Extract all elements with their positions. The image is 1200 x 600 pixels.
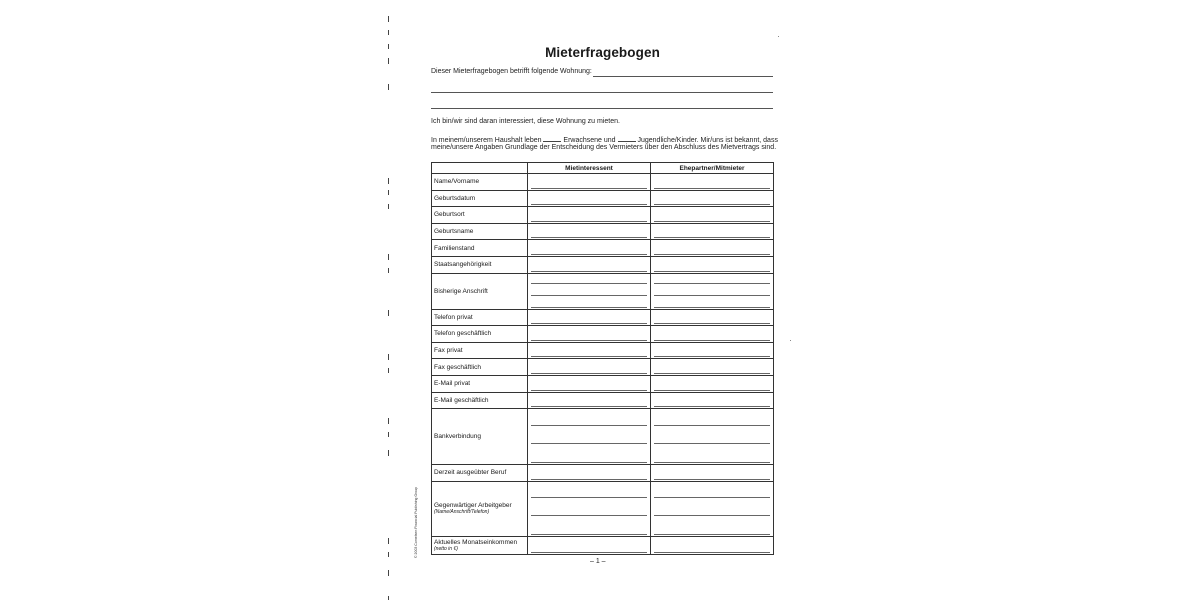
cut-mark <box>388 570 389 576</box>
table-row <box>432 223 774 240</box>
table-row <box>432 342 774 359</box>
scan-speck <box>790 340 791 341</box>
partner-entry-cell[interactable] <box>651 190 774 207</box>
tenant-entry-line[interactable] <box>531 340 647 341</box>
partner-entry-cell[interactable] <box>651 409 774 465</box>
partner-entry-line[interactable] <box>654 373 770 374</box>
tenant-entry-line[interactable] <box>531 356 647 357</box>
row-label <box>432 273 528 309</box>
partner-entry-line[interactable] <box>654 283 770 284</box>
household-line-2: meine/unsere Angaben Grundlage der Entscheidung des Vermieters über den Abschluss des Mietvertrags sind. <box>431 144 777 151</box>
table-row <box>432 273 774 309</box>
row-label-text: Familienstand <box>434 244 475 252</box>
partner-entry-line[interactable] <box>654 221 770 222</box>
tenant-entry-line[interactable] <box>531 307 647 308</box>
table-row <box>432 190 774 207</box>
tenant-entry-line[interactable] <box>531 443 647 444</box>
cut-mark <box>388 450 389 456</box>
table-row <box>432 392 774 409</box>
cut-mark <box>388 538 389 544</box>
tenant-entry-line[interactable] <box>531 271 647 272</box>
tenant-entry-cell[interactable] <box>528 174 651 191</box>
tenant-entry-cell[interactable] <box>528 465 651 482</box>
interest-statement: Ich bin/wir sind daran interessiert, diese Wohnung zu mieten. <box>431 118 620 125</box>
scan-speck <box>778 36 779 37</box>
row-label <box>432 359 528 376</box>
table-header-row <box>432 163 774 174</box>
partner-entry-line[interactable] <box>654 390 770 391</box>
row-label-text: Gegenwärtiger Arbeitgeber <box>434 502 512 510</box>
tenant-entry-cell[interactable] <box>528 256 651 273</box>
tenant-entry-line[interactable] <box>531 254 647 255</box>
page-title: Mieterfragebogen <box>545 45 660 60</box>
adults-count-field[interactable] <box>543 135 561 142</box>
tenant-entry-cell[interactable] <box>528 207 651 224</box>
row-label-hint: (Name/Anschrift/Telefon) <box>434 509 490 516</box>
cut-mark <box>388 58 389 64</box>
partner-entry-line[interactable] <box>654 340 770 341</box>
tenant-entry-line[interactable] <box>531 188 647 189</box>
copyright-text: © 2003 Cornelsen Financial Publishing Group <box>414 486 418 558</box>
cut-mark <box>388 354 389 360</box>
table-row <box>432 409 774 465</box>
row-label-hint: (netto in €) <box>434 545 458 552</box>
tenant-entry-line[interactable] <box>531 497 647 498</box>
cut-mark <box>388 268 389 273</box>
apartment-line-3[interactable] <box>431 108 773 109</box>
row-label-text: Geburtsort <box>434 211 465 219</box>
row-label-text: Fax geschäftlich <box>434 363 481 371</box>
tenant-entry-cell[interactable] <box>528 392 651 409</box>
children-count-field[interactable] <box>618 135 636 142</box>
row-label <box>432 190 528 207</box>
partner-entry-line[interactable] <box>654 237 770 238</box>
partner-entry-line[interactable] <box>654 479 770 480</box>
cut-mark <box>388 310 389 316</box>
partner-entry-cell[interactable] <box>651 273 774 309</box>
partner-entry-cell[interactable] <box>651 536 774 554</box>
household-text-part3: Jugendliche/Kinder. Mir/uns ist bekannt, dass <box>637 137 778 144</box>
page-number: – 1 – <box>590 558 606 565</box>
partner-entry-line[interactable] <box>654 497 770 498</box>
row-label-text: Telefon privat <box>434 313 473 321</box>
copyright-notice <box>414 478 422 558</box>
row-label <box>432 207 528 224</box>
cut-mark <box>388 30 389 35</box>
apartment-line-1[interactable] <box>593 76 773 77</box>
tenant-entry-cell[interactable] <box>528 273 651 309</box>
row-label <box>432 392 528 409</box>
partner-entry-line[interactable] <box>654 462 770 463</box>
table-row <box>432 375 774 392</box>
row-label-text: E-Mail privat <box>434 380 471 388</box>
partner-entry-line[interactable] <box>654 443 770 444</box>
partner-entry-cell[interactable] <box>651 375 774 392</box>
partner-entry-cell[interactable] <box>651 465 774 482</box>
row-label <box>432 465 528 482</box>
row-label-text: Fax privat <box>434 347 463 355</box>
household-text-part1: In meinem/unserem Haushalt leben <box>431 137 542 144</box>
row-label-text: Bankverbindung <box>434 433 481 441</box>
tenant-entry-line[interactable] <box>531 323 647 324</box>
partner-entry-line[interactable] <box>654 271 770 272</box>
table-row <box>432 240 774 257</box>
row-label <box>432 409 528 465</box>
row-label <box>432 174 528 191</box>
partner-entry-line[interactable] <box>654 323 770 324</box>
row-label-text: Staatsangehörigkeit <box>434 261 492 269</box>
tenant-entry-line[interactable] <box>531 515 647 516</box>
tenant-entry-line[interactable] <box>531 425 647 426</box>
partner-entry-cell[interactable] <box>651 359 774 376</box>
table-row <box>432 256 774 273</box>
cut-mark <box>388 44 389 49</box>
tenant-entry-cell[interactable] <box>528 536 651 554</box>
partner-entry-cell[interactable] <box>651 223 774 240</box>
household-line-1 <box>431 135 778 144</box>
row-label <box>432 256 528 273</box>
table-row <box>432 326 774 343</box>
tenant-entry-line[interactable] <box>531 295 647 296</box>
row-label-text: Name/Vorname <box>434 178 480 186</box>
cut-mark <box>388 596 389 600</box>
partner-entry-cell[interactable] <box>651 174 774 191</box>
row-label-text: E-Mail geschäftlich <box>434 396 489 404</box>
tenant-form-table <box>431 162 774 555</box>
row-label-text: Bisherige Anschrift <box>434 287 488 295</box>
table-row <box>432 207 774 224</box>
cut-mark <box>388 552 389 557</box>
tenant-entry-cell[interactable] <box>528 342 651 359</box>
cut-mark <box>388 84 389 90</box>
tenant-entry-line[interactable] <box>531 534 647 535</box>
tenant-entry-cell[interactable] <box>528 481 651 536</box>
tenant-entry-line[interactable] <box>531 552 647 553</box>
apartment-line-2[interactable] <box>431 92 773 93</box>
tenant-entry-line[interactable] <box>531 479 647 480</box>
table-row <box>432 536 774 554</box>
tenant-entry-line[interactable] <box>531 406 647 407</box>
row-label <box>432 326 528 343</box>
partner-entry-line[interactable] <box>654 254 770 255</box>
cut-mark <box>388 432 389 437</box>
header-partner-column: Ehepartner/Mitmieter <box>651 163 774 174</box>
cut-mark <box>388 190 389 195</box>
table-row <box>432 309 774 326</box>
tenant-entry-cell[interactable] <box>528 240 651 257</box>
header-label-column <box>432 163 528 174</box>
tenant-entry-cell[interactable] <box>528 309 651 326</box>
tenant-entry-line[interactable] <box>531 390 647 391</box>
tenant-entry-line[interactable] <box>531 462 647 463</box>
partner-entry-line[interactable] <box>654 515 770 516</box>
cut-mark <box>388 368 389 373</box>
partner-entry-cell[interactable] <box>651 342 774 359</box>
tenant-entry-line[interactable] <box>531 237 647 238</box>
cut-mark <box>388 254 389 260</box>
cut-marks <box>387 14 391 600</box>
cut-mark <box>388 204 389 209</box>
row-label <box>432 342 528 359</box>
row-label-text: Geburtsdatum <box>434 194 476 202</box>
partner-entry-cell[interactable] <box>651 309 774 326</box>
tenant-entry-line[interactable] <box>531 221 647 222</box>
tenant-entry-cell[interactable] <box>528 326 651 343</box>
tenant-entry-cell[interactable] <box>528 409 651 465</box>
tenant-entry-cell[interactable] <box>528 190 651 207</box>
partner-entry-cell[interactable] <box>651 392 774 409</box>
tenant-entry-cell[interactable] <box>528 359 651 376</box>
row-label-text: Telefon geschäftlich <box>434 330 492 338</box>
header-tenant-column: Mietinteressent <box>528 163 651 174</box>
row-label <box>432 536 528 554</box>
tenant-entry-cell[interactable] <box>528 223 651 240</box>
row-label <box>432 375 528 392</box>
partner-entry-line[interactable] <box>654 552 770 553</box>
tenant-entry-line[interactable] <box>531 373 647 374</box>
partner-entry-line[interactable] <box>654 188 770 189</box>
table-row <box>432 359 774 376</box>
row-label <box>432 309 528 326</box>
tenant-entry-line[interactable] <box>531 283 647 284</box>
partner-entry-cell[interactable] <box>651 207 774 224</box>
row-label <box>432 481 528 536</box>
row-label-text: Geburtsname <box>434 228 474 236</box>
cut-mark <box>388 178 389 184</box>
partner-entry-cell[interactable] <box>651 240 774 257</box>
partner-entry-line[interactable] <box>654 534 770 535</box>
table-row <box>432 174 774 191</box>
partner-entry-line[interactable] <box>654 307 770 308</box>
row-label-text: Aktuelles Monatseinkommen <box>434 538 518 546</box>
row-label-text: Derzeit ausgeübter Beruf <box>434 469 507 477</box>
row-label <box>432 240 528 257</box>
row-label <box>432 223 528 240</box>
partner-entry-cell[interactable] <box>651 326 774 343</box>
tenant-entry-line[interactable] <box>531 204 647 205</box>
partner-entry-cell[interactable] <box>651 481 774 536</box>
partner-entry-line[interactable] <box>654 406 770 407</box>
partner-entry-cell[interactable] <box>651 256 774 273</box>
household-text-part2: Erwachsene und <box>563 137 616 144</box>
table-row <box>432 465 774 482</box>
apartment-label: Dieser Mieterfragebogen betrifft folgende Wohnung: <box>431 68 592 75</box>
cut-mark <box>388 418 389 424</box>
partner-entry-line[interactable] <box>654 204 770 205</box>
partner-entry-line[interactable] <box>654 425 770 426</box>
cut-mark <box>388 16 389 22</box>
partner-entry-line[interactable] <box>654 356 770 357</box>
partner-entry-line[interactable] <box>654 295 770 296</box>
table-row <box>432 481 774 536</box>
tenant-entry-cell[interactable] <box>528 375 651 392</box>
